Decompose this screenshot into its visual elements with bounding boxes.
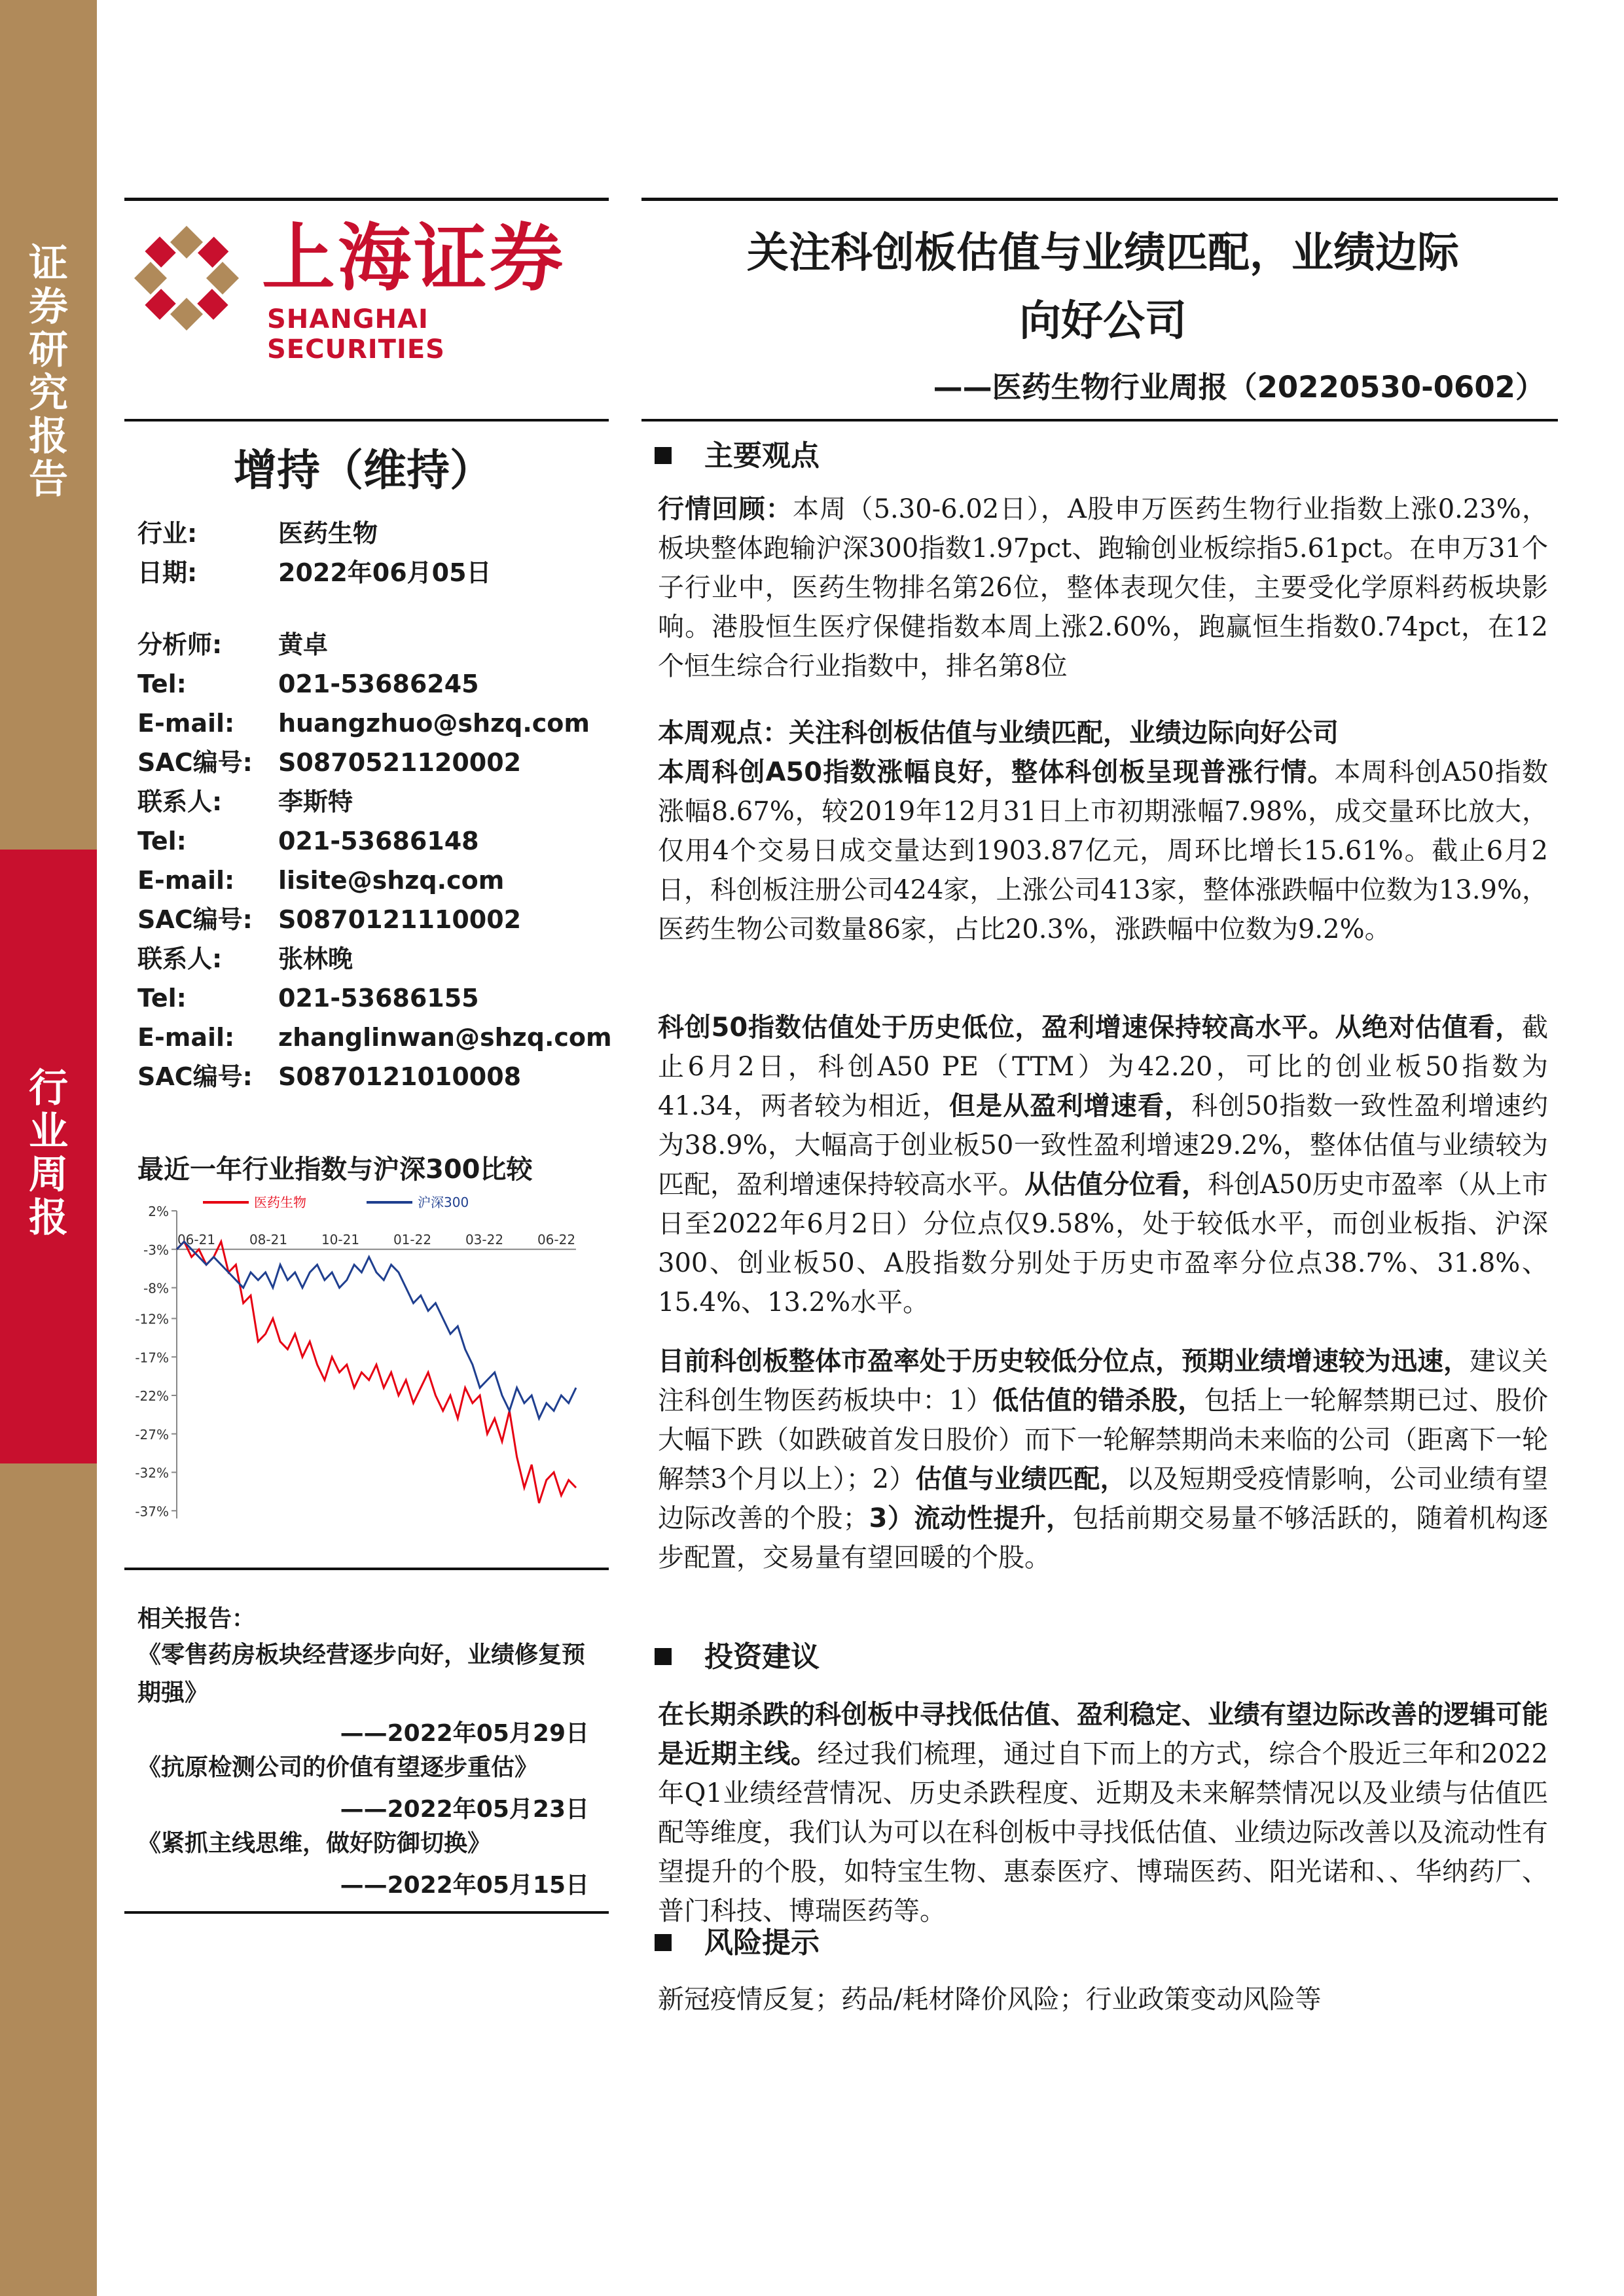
info-row <box>137 556 492 589</box>
info-row <box>137 707 590 740</box>
info-key: SAC编号: <box>137 905 253 934</box>
info-key: 联系人: <box>137 787 223 816</box>
related-bottom-rule <box>124 1911 609 1914</box>
info-value[interactable]: zhanglinwan@shzq.com <box>278 1023 612 1052</box>
paragraph-weekly-view-heading <box>658 713 1548 753</box>
title-line-1: 关注科创板估值与业绩匹配，业绩边际 <box>747 229 1459 278</box>
info-value: 021-53686155 <box>278 984 479 1013</box>
paragraph-risk: 新冠疫情反复；药品/耗材降价风险；行业政策变动风险等 <box>658 1984 1322 2015</box>
suggestions-bold-3: 估值与业绩匹配， <box>915 1464 1127 1494</box>
chart-x-tick-label: 08-21 <box>249 1231 288 1247</box>
report-subtitle: ——医药生物行业周报（20220530-0602） <box>933 370 1545 404</box>
info-value: 021-53686148 <box>278 827 479 855</box>
chart-y-tick-label: 2% <box>148 1204 169 1219</box>
section-bullet-icon <box>655 1934 672 1951</box>
info-row <box>137 785 353 818</box>
sidebar-label-weekly: 行 业 周 报 <box>29 1066 68 1241</box>
logo-text-en: SHANGHAI SECURITIES <box>267 304 445 365</box>
suggestions-text-d: 包括前期交易量不够活跃的，随着机构逐步配置，交易量有望回暖的个股。 <box>658 1503 1549 1573</box>
info-value: 医药生物 <box>278 519 378 548</box>
market-review-text: 本周（5.30-6.02日），A股申万医药生物行业指数上涨0.23%，板块整体跑输沪深300指数1.97pct、跑输创业板综指5.61pct。在申万31个子行业中，医药生物排名第26位，整体表现欠佳，主要受化学原料药板块影响。港股恒生医疗保健指数本周上涨2.60%，跑赢恒生指数0.74pct，在12个恒生综合行业指数中，排名第8位 <box>658 494 1548 681</box>
info-key: SAC编号: <box>137 748 253 777</box>
chart-y-tick-label: -37% <box>135 1503 169 1520</box>
rule-left-2 <box>124 419 609 422</box>
paragraph-star-a50 <box>658 753 1548 949</box>
valuation-text-b: 科创50指数一致性盈利增速约为38.9%，大幅高于创业板50一致性盈利增速29.2%，整体估值与业绩较为匹配，盈利增速保持较高水平。 <box>658 1091 1548 1200</box>
info-key: Tel: <box>137 827 187 855</box>
paragraph-investment-advice <box>658 1695 1548 1931</box>
index-comparison-chart <box>124 1194 602 1535</box>
report-title <box>641 219 1564 355</box>
info-value: S0870521120002 <box>278 748 522 777</box>
info-row <box>137 668 479 700</box>
info-value[interactable]: huangzhuo@shzq.com <box>278 709 590 738</box>
chart-x-tick-label: 03-22 <box>465 1231 504 1247</box>
chart-legend-label: 医药生物 <box>254 1194 306 1210</box>
info-value: 021-53686245 <box>278 670 479 698</box>
chart-x-tick-label: 01-22 <box>393 1231 432 1247</box>
info-value[interactable]: lisite@shzq.com <box>278 866 505 895</box>
chart-y-tick-label: -12% <box>135 1311 169 1327</box>
chart-y-tick-label: -3% <box>143 1242 169 1258</box>
info-row <box>137 628 328 661</box>
info-value: S0870121010008 <box>278 1062 522 1091</box>
suggestions-text-b: 包括上一轮解禁期已过、股价大幅下跌（如跌破首发日股价）而下一轮解禁期尚未来临的公司（距离下一轮解禁3个月以上）；2） <box>658 1386 1549 1494</box>
related-report-1-date: ——2022年05月29日 <box>340 1720 589 1747</box>
weekly-view-heading: 本周观点：关注科创板估值与业绩匹配，业绩边际向好公司 <box>658 718 1339 748</box>
paragraph-valuation <box>658 1008 1548 1322</box>
sidebar-label-report-type: 证 券 研 究 报 告 <box>29 241 68 503</box>
info-row <box>137 746 521 779</box>
suggestions-text-a: 建议关注科创生物医药板块中：1） <box>658 1346 1548 1416</box>
rating: 增持（维持） <box>234 445 493 495</box>
related-report-3-date: ——2022年05月15日 <box>340 1872 589 1899</box>
market-review-label: 行情回顾： <box>658 494 793 524</box>
chart-y-tick-label: -32% <box>135 1465 169 1481</box>
info-row <box>137 942 353 975</box>
valuation-text-c: 科创A50历史市盈率（从上市日至2022年6月2日）分位点仅9.58%，处于较低水平，而创业板指、沪深300、创业板50、A股指数分别处于历史市盈率分位点38.7%、31.8%、15.4%、13.2%水平。 <box>658 1170 1548 1318</box>
info-key: Tel: <box>137 670 187 698</box>
info-value: S0870121110002 <box>278 905 522 934</box>
info-key: E-mail: <box>137 709 235 738</box>
header-rule-right <box>641 198 1558 201</box>
related-report-1[interactable]: 《零售药房板块经营逐步向好，业绩修复预期强》 <box>137 1641 586 1706</box>
valuation-text-a: 截止6月2日，科创A50 PE（TTM）为42.20，可比的创业板50指数为41.34，两者较为相近， <box>658 1013 1548 1121</box>
chart-y-tick-label: -17% <box>135 1350 169 1366</box>
section-investment-advice-label: 投资建议 <box>704 1640 820 1674</box>
info-key: 日期: <box>137 558 198 587</box>
info-row <box>137 825 479 857</box>
valuation-bold-3: 从估值分位看， <box>1024 1170 1208 1200</box>
info-value: 李斯特 <box>278 787 353 816</box>
section-investment-advice <box>655 1633 820 1675</box>
section-bullet-icon <box>655 447 672 464</box>
chart-x-tick-label: 10-21 <box>321 1231 360 1247</box>
info-key: 联系人: <box>137 944 223 973</box>
rule-right-2 <box>641 419 1558 422</box>
logo-text-cn: 上海证券 <box>262 216 566 301</box>
section-bullet-icon <box>655 1648 672 1665</box>
info-key: E-mail: <box>137 866 235 895</box>
paragraph-market-review <box>658 490 1548 686</box>
logo-emblem-icon <box>131 223 242 334</box>
chart-x-tick-label: 06-22 <box>537 1231 576 1247</box>
related-report-3[interactable]: 《紧抓主线思维，做好防御切换》 <box>137 1830 492 1857</box>
info-row <box>137 903 521 936</box>
chart-x-tick-label: 06-21 <box>177 1231 216 1247</box>
paragraph-suggestions <box>658 1342 1548 1577</box>
info-key: 行业: <box>137 519 198 548</box>
valuation-bold-2: 但是从盈利增速看， <box>948 1091 1192 1121</box>
info-row <box>137 517 378 550</box>
logo <box>131 216 589 365</box>
related-report-2[interactable]: 《抗原检测公司的价值有望逐步重估》 <box>137 1754 539 1781</box>
valuation-lead: 科创50指数估值处于历史低位，盈利增速保持较高水平。从绝对估值看， <box>658 1013 1522 1043</box>
star-a50-text: 本周科创A50指数涨幅8.67%，较2019年12月31日上市初期涨幅7.98%，成交量环比放大，仅用4个交易日成交量达到1903.87亿元，周环比增长15.61%。截止6月2日，科创板注册公司424家，上涨公司413家，整体涨跌幅中位数为13.9%，医药生物公司数量86家，占比20.3%，涨跌幅中位数为9.2%。 <box>658 757 1548 944</box>
title-line-2: 向好公司 <box>1019 297 1187 346</box>
section-risk <box>655 1919 820 1961</box>
investment-advice-text: 经过我们梳理，通过自下而上的方式，综合个股近三年和2022年Q1业绩经营情况、历史杀跌程度、近期及未来解禁情况以及业绩与估值匹配等维度，我们认为可以在科创板中寻找低估值、业绩边际改善以及流动性有望提升的个股，如特宝生物、惠泰医疗、博瑞医药、阳光诺和、、华纳药厂、普门科技、博瑞医药等。 <box>658 1739 1549 1926</box>
info-value: 2022年06月05日 <box>278 558 492 587</box>
info-row <box>137 982 479 1014</box>
header-rule-left <box>124 198 609 201</box>
chart-legend-label: 沪深300 <box>418 1194 469 1210</box>
investment-advice-lead: 在长期杀跌的科创板中寻找低估值、盈利稳定、业绩有望边际改善的逻辑可能是近期主线。 <box>658 1700 1548 1769</box>
section-risk-label: 风险提示 <box>704 1926 820 1960</box>
related-reports-label: 相关报告： <box>137 1605 256 1632</box>
suggestions-bold-2: 低估值的错杀股， <box>992 1386 1204 1416</box>
info-value: 黄卓 <box>278 630 329 659</box>
info-value: 张林晚 <box>278 944 353 973</box>
info-row <box>137 1060 521 1093</box>
info-row <box>137 1021 612 1054</box>
suggestions-bold-4: 3）流动性提升， <box>869 1503 1073 1534</box>
info-key: E-mail: <box>137 1023 235 1052</box>
star-a50-lead: 本周科创A50指数涨幅良好，整体科创板呈现普涨行情。 <box>658 757 1335 787</box>
suggestions-lead: 目前科创板整体市盈率处于历史较低分位点，预期业绩增速较为迅速， <box>658 1346 1470 1376</box>
info-row <box>137 864 504 897</box>
related-report-2-date: ——2022年05月23日 <box>340 1796 589 1823</box>
chart-y-tick-label: -27% <box>135 1426 169 1443</box>
info-key: Tel: <box>137 984 187 1013</box>
chart-title: 最近一年行业指数与沪深300比较 <box>137 1155 533 1185</box>
chart-y-tick-label: -8% <box>143 1280 169 1297</box>
section-main-views-label: 主要观点 <box>704 439 820 473</box>
section-main-views <box>655 432 820 474</box>
suggestions-text-c: 以及短期受疫情影响，公司业绩有望边际改善的个股； <box>658 1464 1549 1534</box>
chart-bottom-rule <box>124 1568 609 1570</box>
info-key: 分析师: <box>137 630 223 659</box>
info-key: SAC编号: <box>137 1062 253 1091</box>
chart-y-tick-label: -22% <box>135 1388 169 1404</box>
